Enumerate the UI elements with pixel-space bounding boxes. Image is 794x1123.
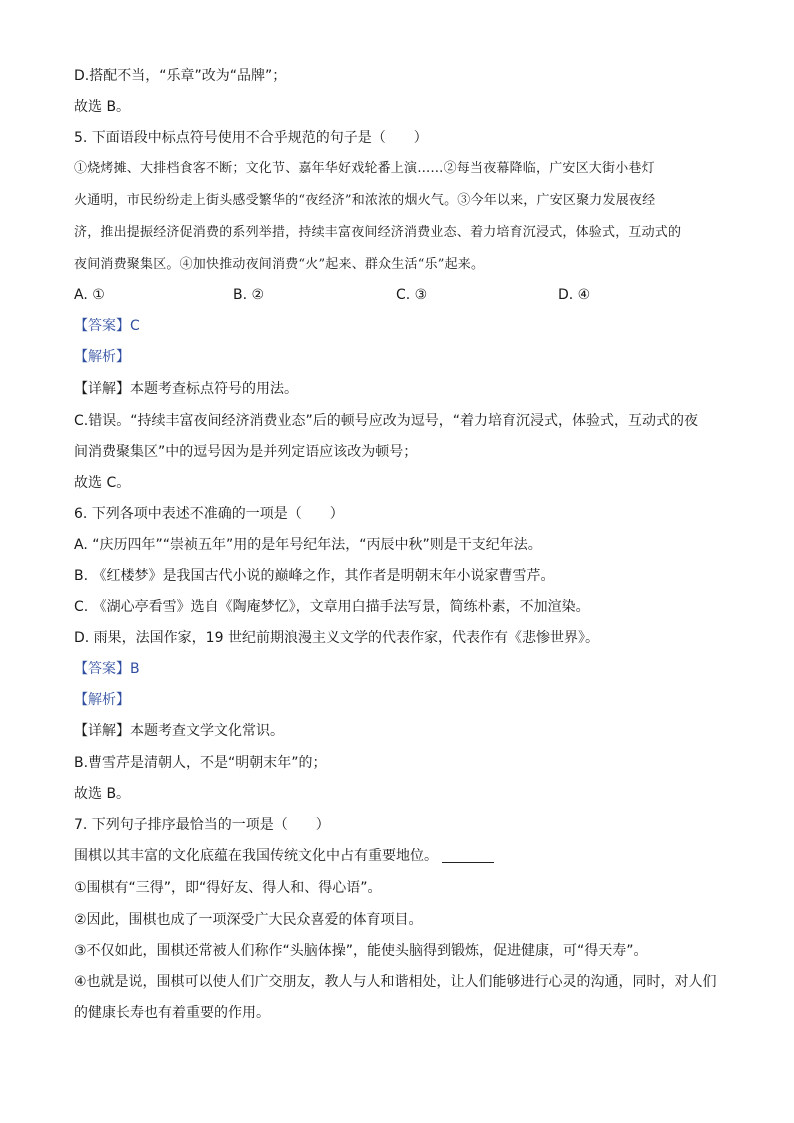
passage-line: ①烧烤摊、大排档食客不断；文化节、嘉年华好戏轮番上演……②每当夜幕降临，广安区大街小巷灯 xyxy=(74,161,655,176)
question-7: 7. 下列句子排序最恰当的一项是（ ） xyxy=(74,817,330,833)
passage-line: 夜间消费聚集区。④加快推动夜间消费“火”起来、群众生活“乐”起来。 xyxy=(74,257,485,272)
option-b: B. 《红楼梦》是我国古代小说的巅峰之作，其作者是明朝末年小说家曹雪芹。 xyxy=(74,568,555,584)
answer-label: 【答案】C xyxy=(74,318,140,334)
question-6: 6. 下列各项中表述不准确的一项是（ ） xyxy=(74,506,344,522)
option-c: C. 《湖心亭看雪》选自《陶庵梦忆》，文章用白描手法写景，简练朴素，不加渲染。 xyxy=(74,599,590,615)
text-line: D.搭配不当，“乐章”改为“品牌”； xyxy=(74,68,287,84)
analysis-label: 【解析】 xyxy=(74,349,130,365)
sentence-4-cont: 的健康长寿也有着重要的作用。 xyxy=(74,1005,270,1021)
option-a: A. ① xyxy=(74,287,105,303)
option-a: A. “庆历四年”“崇祯五年”用的是年号纪年法，“丙辰中秋”则是干支纪年法。 xyxy=(74,537,542,553)
option-c: C. ③ xyxy=(396,287,428,303)
question-7-intro xyxy=(74,846,494,866)
sentence-2: ②因此，围棋也成了一项深受广大民众喜爱的体育项目。 xyxy=(74,912,423,928)
sentence-3: ③不仅如此，围棋还常被人们称作“头脑体操”，能使头脑得到锻炼，促进健康，可“得天寿”。 xyxy=(74,943,648,959)
question-5: 5. 下面语段中标点符号使用不合乎规范的句子是（ ） xyxy=(74,130,428,146)
option-d: D. 雨果，法国作家，19 世纪前期浪漫主义文学的代表作家，代表作有《悲惨世界》。 xyxy=(74,630,599,646)
explanation-line: B.曹雪芹是清朝人，不是“明朝末年”的； xyxy=(74,755,327,771)
explanation-line: 间消费聚集区”中的逗号因为是并列定语应该改为顿号； xyxy=(74,444,418,460)
explanation-line: C.错误。“持续丰富夜间经济消费业态”后的顿号应改为逗号，“着力培育沉浸式，体验式，互动式的夜 xyxy=(74,413,698,429)
answer-label: 【答案】B xyxy=(74,661,140,677)
answer-blank xyxy=(442,848,494,863)
passage-line: 济，推出提振经济促消费的系列举措，持续丰富夜间经济消费业态、着力培育沉浸式，体验式，互动式的 xyxy=(74,225,682,240)
sentence-1: ①围棋有“三得”，即“得好友、得人和、得心语”。 xyxy=(74,880,382,896)
intro-text: 围棋以其丰富的文化底蕴在我国传统文化中占有重要地位。 xyxy=(74,848,438,864)
option-b: B. ② xyxy=(233,287,265,303)
passage-line: 火通明，市民纷纷走上街头感受繁华的“夜经济”和浓浓的烟火气。③今年以来，广安区聚力发展夜经 xyxy=(74,193,656,208)
option-d: D. ④ xyxy=(558,287,591,303)
sentence-4: ④也就是说，围棋可以使人们广交朋友，教人与人和谐相处，让人们能够进行心灵的沟通，同时，对人们 xyxy=(74,974,717,990)
text-line: 故选 C。 xyxy=(74,475,131,491)
text-line: 故选 B。 xyxy=(74,786,131,802)
analysis-label: 【解析】 xyxy=(74,692,130,708)
detail-line: 【详解】本题考查标点符号的用法。 xyxy=(74,381,298,397)
detail-line: 【详解】本题考查文学文化常识。 xyxy=(74,723,284,739)
text-line: 故选 B。 xyxy=(74,99,131,115)
